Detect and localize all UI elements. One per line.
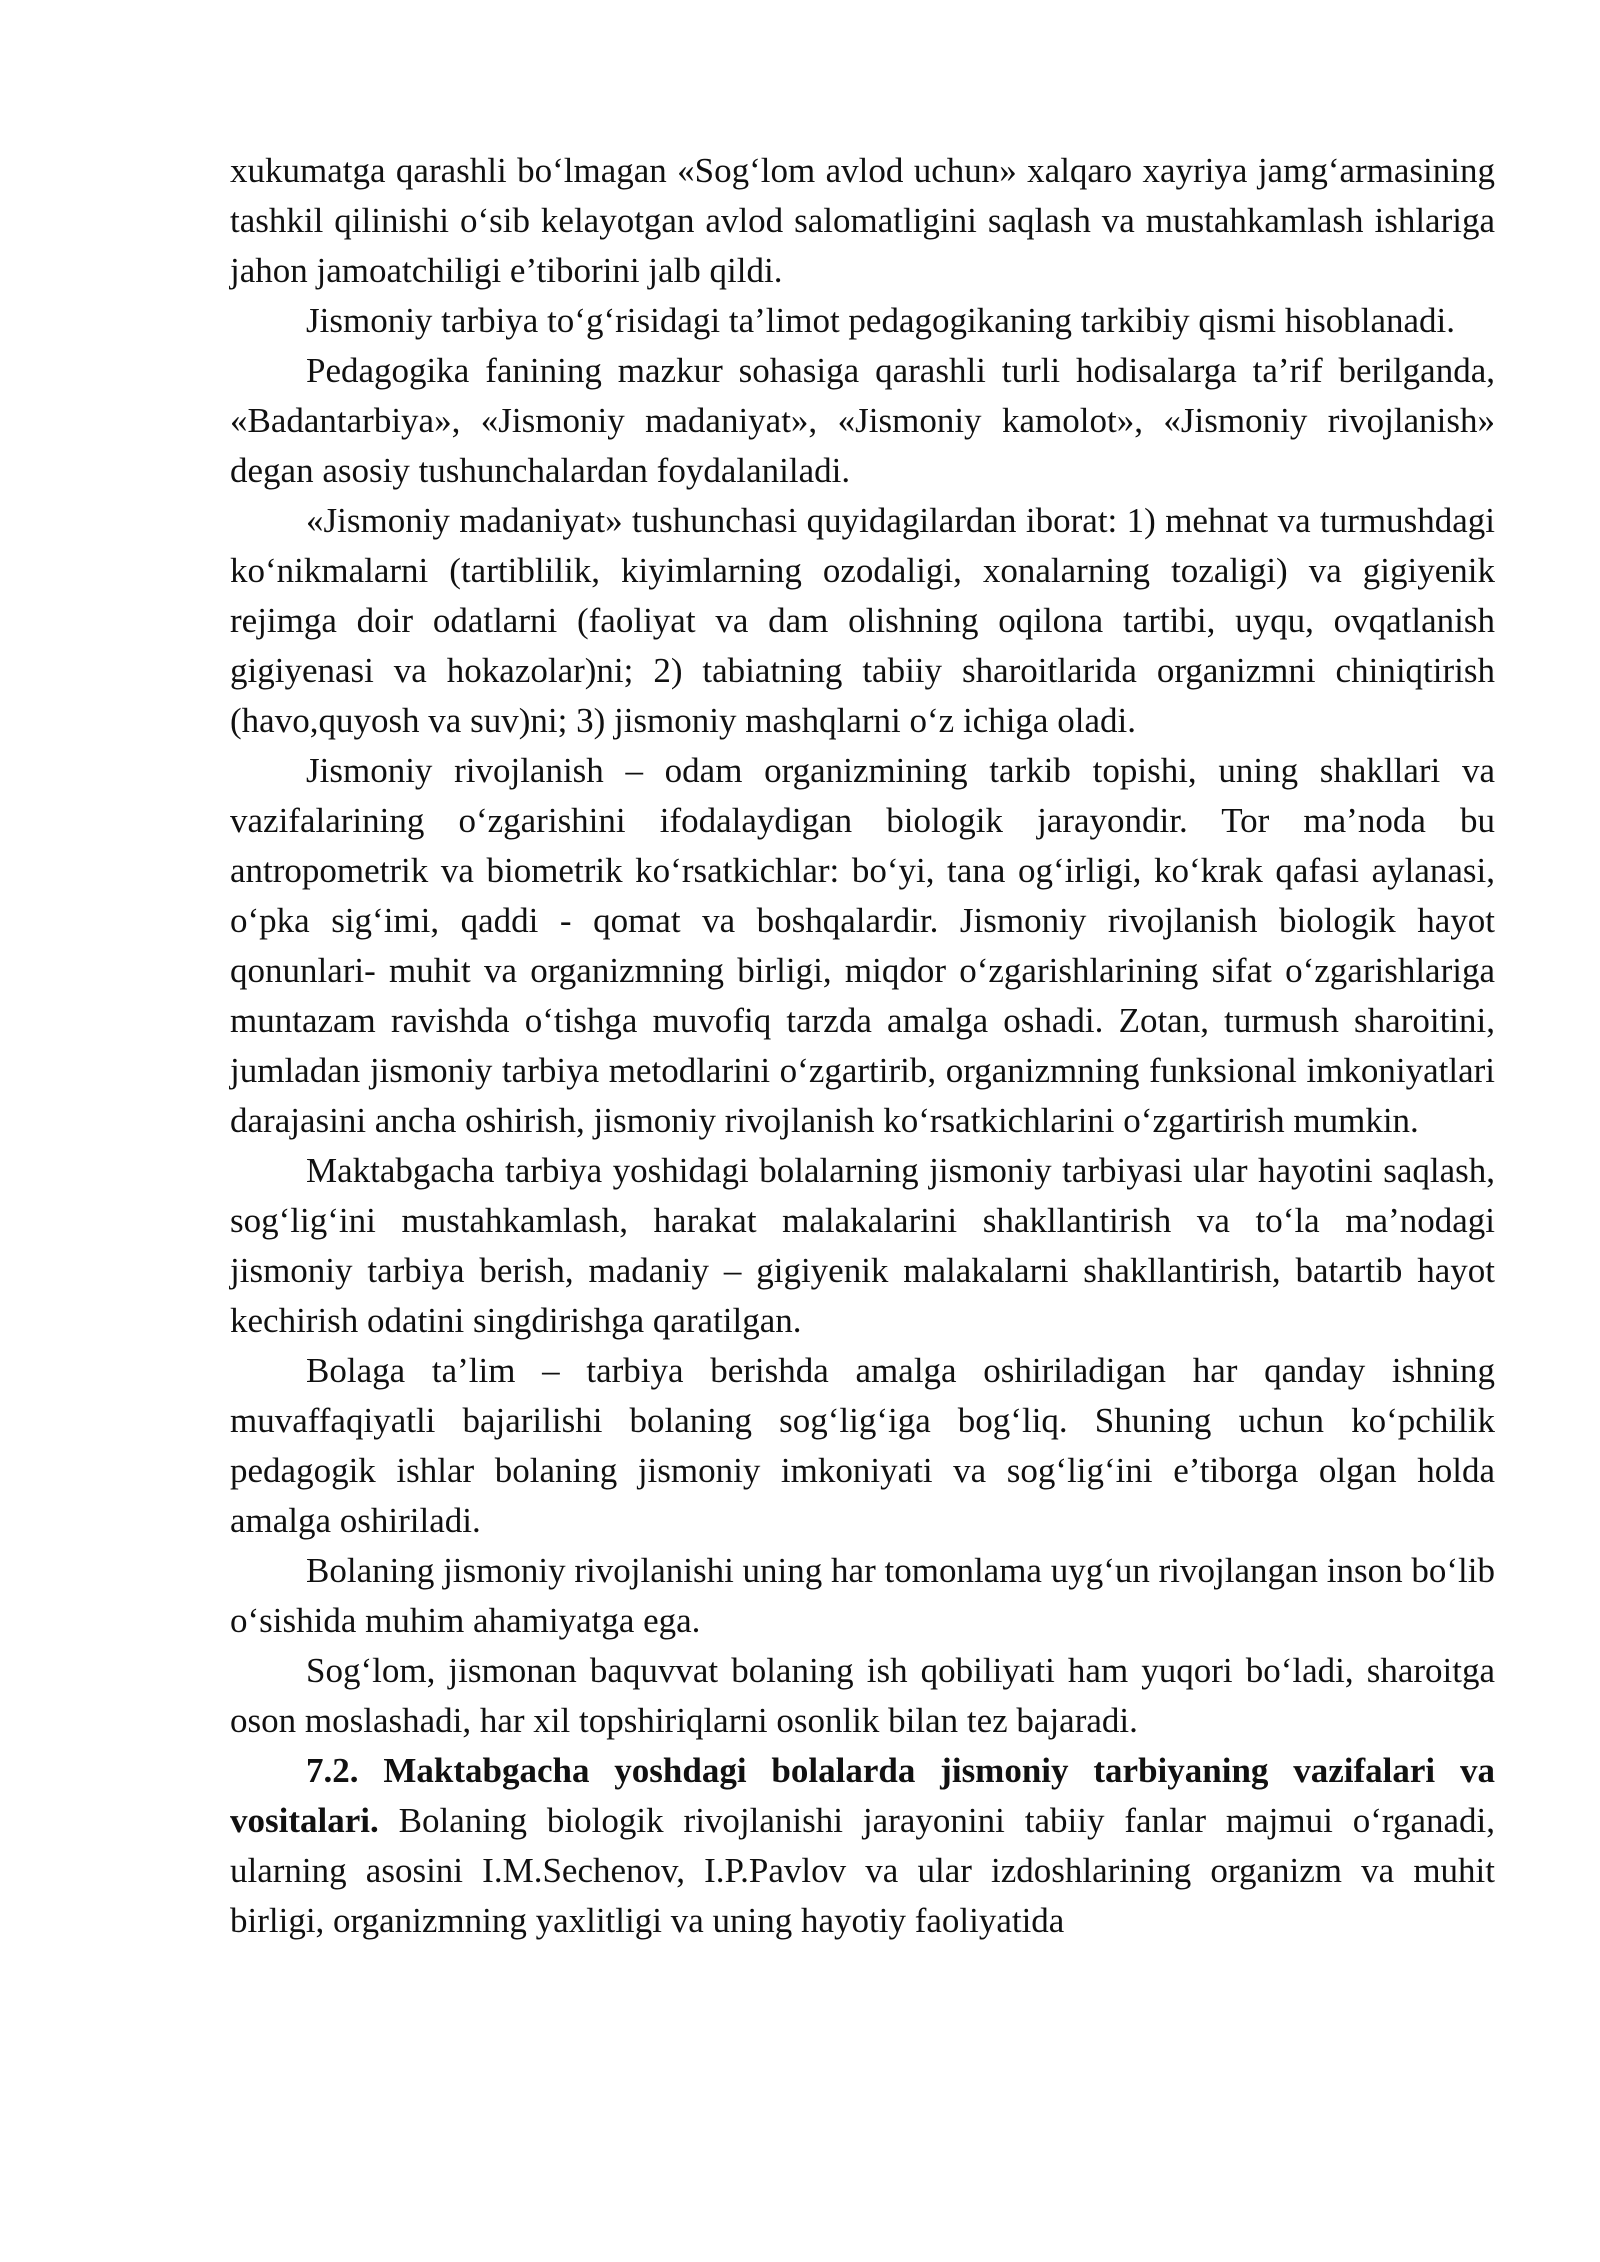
paragraph-8: Bolaning jismoniy rivojlanishi uning har tomonlama uyg‘un rivojlangan inson bo‘lib o‘sishida muhim ahamiyatga ega. (230, 1551, 1495, 1640)
paragraph-2: Jismoniy tarbiya to‘g‘risidagi ta’limot pedagogikaning tarkibiy qismi hisoblanadi. (306, 301, 1455, 340)
paragraph-7: Bolaga ta’lim – tarbiya berishda amalga oshiriladigan har qanday ishning muvaffaqiyatli bajarilishi bolaning sog‘lig‘iga bog‘liq. Shuning uchun ko‘pchilik pedagogik ishlar bolaning jismoniy imkoniyati va sog‘lig‘ini e’tiborga olgan holda amalga oshiriladi. (230, 1351, 1495, 1540)
paragraph-4: «Jismoniy madaniyat» tushunchasi quyidagilardan iborat: 1) mehnat va turmushdagi ko‘nikmalarni (tartiblilik, kiyimlarning ozodaligi, xonalarning tozaligi) va gigiyenik rejimga doir odatlarni (faoliyat va dam olishning oqilona tartibi, uyqu, ovqatlanish gigiyenasi va hokazolar)ni; 2) tabiatning tabiiy sharoitlarida organizmni chiniqtirish (havo,quyosh va suv)ni; 3) jismoniy mashqlarni o‘z ichiga oladi. (230, 501, 1495, 740)
paragraph-9: Sog‘lom, jismonan baquvvat bolaning ish qobiliyati ham yuqori bo‘ladi, sharoitga oson moslashadi, har xil topshiriqlarni osonlik bilan tez bajaradi. (230, 1651, 1495, 1740)
paragraph-5: Jismoniy rivojlanish – odam organizmining tarkib topishi, uning shakllari va vazifalarining o‘zgarishini ifodalaydigan biologik jarayondir. Tor ma’noda bu antropometrik va biometrik ko‘rsatkichlar: bo‘yi, tana og‘irligi, ko‘krak qafasi aylanasi, o‘pka sig‘imi, qaddi - qomat va boshqalardir. Jismoniy rivojlanish biologik hayot qonunlari- muhit va organizmning birligi, miqdor o‘zgarishlarining sifat o‘zgarishlariga muntazam ravishda o‘tishga muvofiq tarzda amalga oshadi. Zotan, turmush sharoitini, jumladan jismoniy tarbiya metodlarini o‘zgartirib, organizmning funksional imkoniyatlari darajasini ancha oshirish, jismoniy rivojlanish ko‘rsatkichlarini o‘zgartirish mumkin. (230, 751, 1495, 1140)
section-heading: 7.2. Maktabgacha yoshdagi bolalarda jismoniy tarbiyaning vazifalari va vositalari. (230, 1751, 1495, 1840)
section-text: Bolaning biologik rivojlanishi jarayonini tabiiy fanlar majmui o‘rganadi, ularning asosini I.M.Sechenov, I.P.Pavlov va ular izdoshlarining organizm va muhit birligi, organizmning yaxlitligi va uning hayotiy faoliyatida (230, 1801, 1495, 1940)
paragraph-1: xukumatga qarashli bo‘lmagan «Sog‘lom avlod uchun» xalqaro xayriya jamg‘armasining tashkil qilinishi o‘sib kelayotgan avlod salomatligini saqlash va mustahkamlash ishlariga jahon jamoatchiligi e’tiborini jalb qildi. (230, 151, 1495, 290)
section-paragraph (230, 1746, 1495, 1946)
document-page (230, 146, 1495, 1946)
paragraph-6: Maktabgacha tarbiya yoshidagi bolalarning jismoniy tarbiyasi ular hayotini saqlash, sog‘lig‘ini mustahkamlash, harakat malakalarini shakllantirish va to‘la ma’nodagi jismoniy tarbiya berish, madaniy – gigiyenik malakalarni shakllantirish, batartib hayot kechirish odatini singdirishga qaratilgan. (230, 1151, 1495, 1340)
paragraph-3: Pedagogika fanining mazkur sohasiga qarashli turli hodisalarga ta’rif berilganda, «Badantarbiya», «Jismoniy madaniyat», «Jismoniy kamolot», «Jismoniy rivojlanish» degan asosiy tushunchalardan foydalaniladi. (230, 351, 1495, 490)
